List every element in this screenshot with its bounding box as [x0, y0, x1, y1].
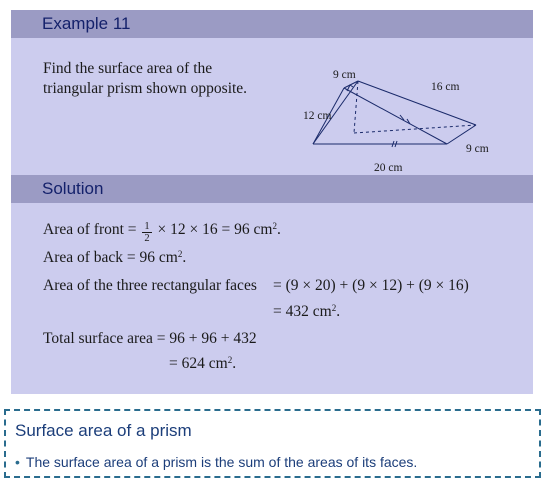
triangular-prism-diagram [296, 68, 506, 178]
solution-title: Solution [42, 179, 104, 198]
example-title: Example 11 [42, 14, 131, 33]
total-area-result: = 624 $cm^2$. [169, 355, 237, 372]
key-point-text: The surface area of a prism is the sum of the areas of its faces. [25, 454, 418, 470]
solution-header [11, 175, 533, 203]
key-point-title: Surface area of a prism [15, 421, 192, 440]
key-point-box [4, 409, 541, 478]
example-panel [11, 10, 533, 394]
fraction-one-half: $\frac{1}{2}$ [144, 221, 150, 244]
bullet-icon: • [15, 454, 20, 470]
example-header [11, 10, 533, 38]
label-top-edge: 9 cm [333, 69, 356, 81]
label-bottom: 20 cm [374, 162, 403, 174]
label-left: 12 cm [303, 110, 332, 122]
rect-faces-rhs: = (9 × 20) + (9 × 12) + (9 × 16) [273, 277, 469, 294]
rect-faces-lhs: Area of the three rectangular faces [43, 277, 257, 294]
back-area-line: Area of back = 96 $cm^2$. [43, 249, 187, 266]
label-right: 9 cm [466, 143, 489, 155]
label-long-top: 16 cm [431, 81, 460, 93]
key-point-bullet [15, 454, 417, 470]
question-line-2: triangular prism shown opposite. [43, 80, 248, 97]
rect-faces-result: = 432 $cm^2$. [273, 303, 341, 320]
diagonal-edge [344, 88, 447, 144]
hidden-vertical-edge [354, 81, 358, 133]
front-area-line: Area of front = $\frac{1}{2}$ × 12 × 16 = 96 $cm^2$. [43, 221, 281, 244]
question-line-1: Find the surface area of the [43, 60, 213, 77]
total-area-line: Total surface area = 96 + 96 + 432 [43, 330, 257, 347]
back-right-edge [447, 125, 476, 144]
